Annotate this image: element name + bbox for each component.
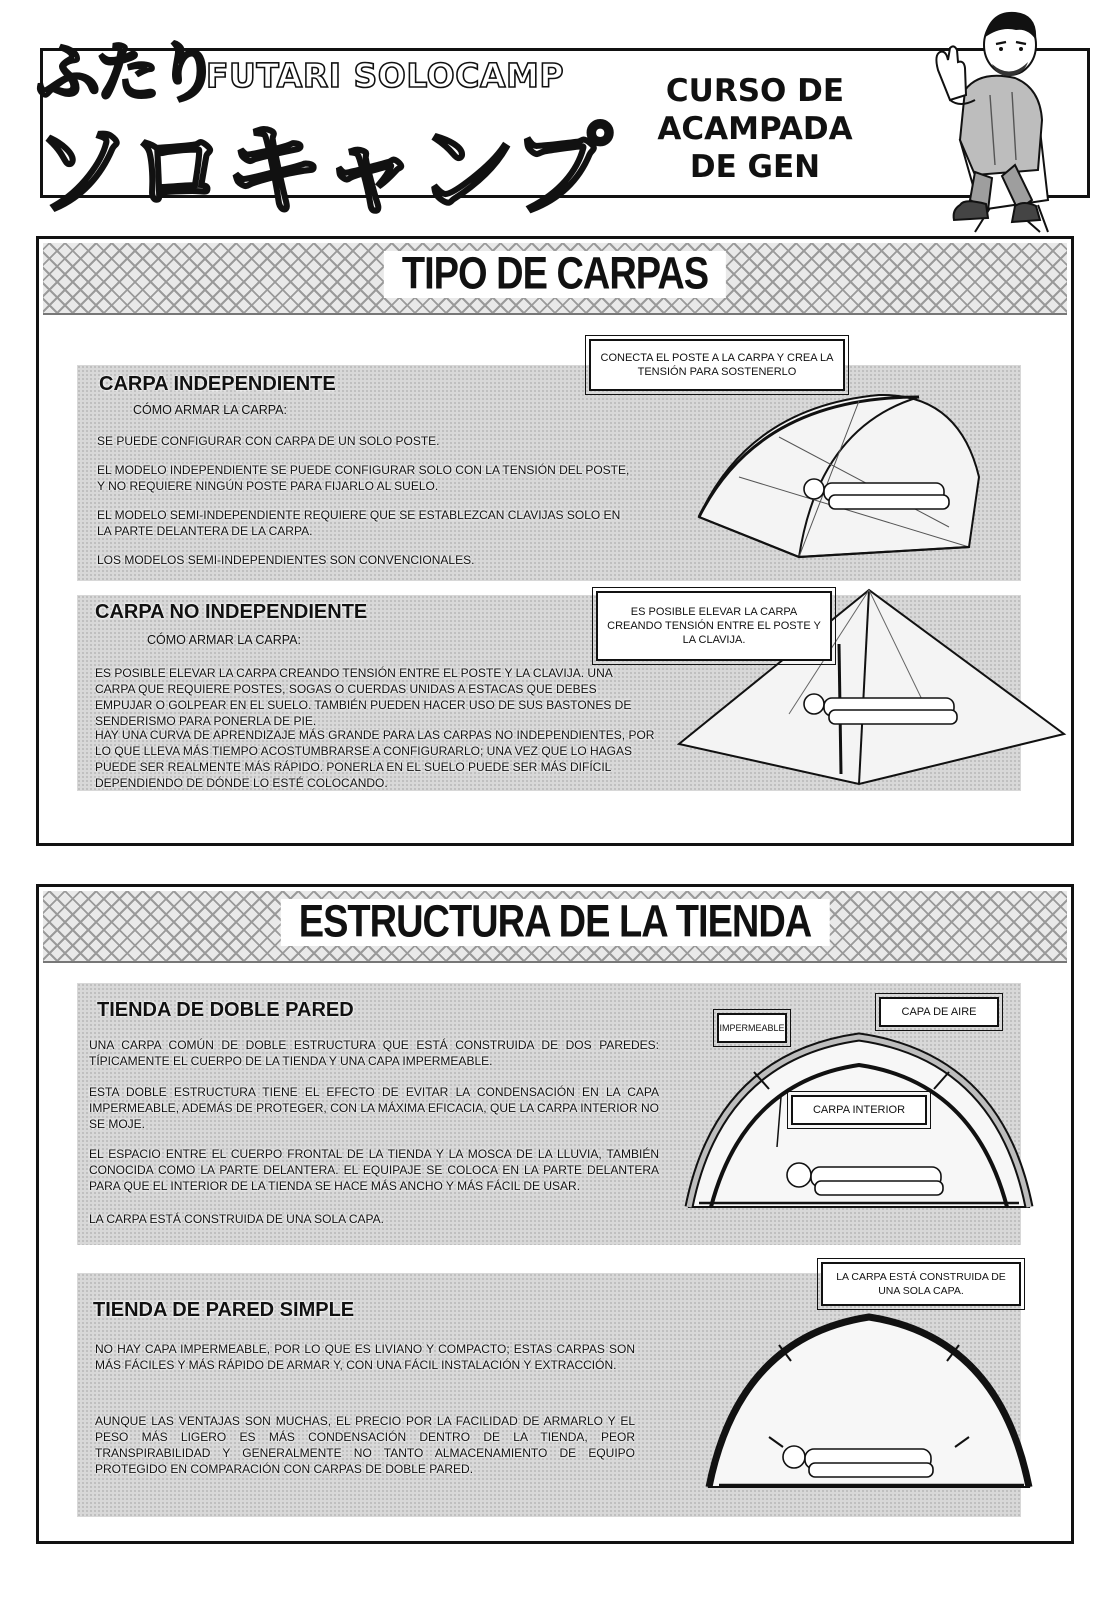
logo-jp-line1: ふたり	[36, 37, 216, 111]
freestanding-tent-illustration	[679, 367, 1039, 567]
paragraph: HAY UNA CURVA DE APRENDIZAJE MÁS GRANDE PARA LAS CARPAS NO INDEPENDIENTES, POR LO QUE LLEVA MÁS TIEMPO ACOSTUMBRARSE A CONFIGURARLO; UNA VEZ QUE LO HAGAS PUEDE SER REALMENTE MÁS RÁPIDO. PONERLA EN EL SUELO PUEDE SER MÁS DIFÍCIL DEPENDIENDO DE DÓNDE LO ESTÉ COLOCANDO.	[95, 728, 655, 790]
paragraph: LA CARPA ESTÁ CONSTRUIDA DE UNA SOLA CAPA.	[89, 1212, 384, 1226]
panel-subheading: CÓMO ARMAR LA CARPA:	[147, 633, 301, 647]
paragraph: EL ESPACIO ENTRE EL CUERPO FRONTAL DE LA TIENDA Y LA MOSCA DE LA LLUVIA, TAMBIÉN CONOCIDA COMO LA PARTE DELANTERA. EL EQUIPAJE SE COLOCA EN LA PARTE DELANTERA PARA QUE EL INTERIOR DE LA TIENDA SE HACE MÁS ANCHO Y MÁS FÁCIL DE USAR.	[89, 1147, 659, 1193]
section-tent-structure	[36, 884, 1074, 1544]
callout: CONECTA EL POSTE A LA CARPA Y CREA LA TENSIÓN PARA SOSTENERLO	[589, 339, 845, 391]
label-waterproof: IMPERMEABLE	[717, 1013, 787, 1043]
paragraph: ES POSIBLE ELEVAR LA CARPA CREANDO TENSIÓN ENTRE EL POSTE Y LA CLAVIJA. UNA CARPA QUE REQUIERE POSTES, SOGAS O CUERDAS UNIDAS A ESTACAS QUE DEBES EMPUJAR O GOLPEAR EN EL SUELO. TAMBIÉN PUEDEN HACER USO DE SUS BASTONES DE SENDERISMO PARA PONERLA DE PIE.	[95, 666, 632, 728]
section-banner	[43, 891, 1067, 963]
section-tent-types	[36, 236, 1074, 846]
paragraph: UNA CARPA COMÚN DE DOBLE ESTRUCTURA QUE ESTÁ CONSTRUIDA DE DOS PAREDES: TÍPICAMENTE EL CUERPO DE LA TIENDA Y UNA CAPA IMPERMEABLE.	[89, 1038, 659, 1068]
section-banner	[43, 243, 1067, 315]
callout: ES POSIBLE ELEVAR LA CARPA CREANDO TENSIÓN ENTRE EL POSTE Y LA CLAVIJA.	[596, 591, 832, 661]
single-wall-tent-illustration	[679, 1297, 1059, 1502]
panel-heading: CARPA INDEPENDIENTE	[99, 373, 336, 395]
paragraph: AUNQUE LAS VENTAJAS SON MUCHAS, EL PRECIO POR LA FACILIDAD DE ARMARLO Y EL PESO MÁS LIGERO ES MÁS CONDENSACIÓN DENTRO DE LA TIENDA, PEOR TRANSPIRABILIDAD Y GENERALMENTE NO TANTO ALMACENAMIENTO DE EQUIPO PROTEGIDO EN COMPARACIÓN CON CARPAS DE DOBLE PARED.	[95, 1414, 635, 1476]
course-title-line1: CURSO DE	[665, 73, 845, 109]
logo-en: FUTARI SOLOCAMP	[206, 56, 565, 95]
paragraph: ESTA DOBLE ESTRUCTURA TIENE EL EFECTO DE EVITAR LA CONDENSACIÓN EN LA CAPA IMPERMEABLE, ADEMÁS DE PROTEGER, CON LA MÁXIMA EFICACIA, QUE LA CARPA INTERIOR NO SE MOJE.	[89, 1085, 659, 1131]
course-title-line2: ACAMPADA	[657, 111, 853, 147]
logo-jp-line2: ソロキャンプ	[32, 112, 608, 229]
panel-subheading: CÓMO ARMAR LA CARPA:	[133, 403, 287, 417]
gen-mascot-illustration	[920, 0, 1055, 235]
panel-heading: CARPA NO INDEPENDIENTE	[95, 601, 368, 623]
section-title: TIPO DE CARPAS	[384, 251, 726, 298]
paragraph: EL MODELO SEMI-INDEPENDIENTE REQUIERE QUE SE ESTABLEZCAN CLAVIJAS SOLO EN LA PARTE DELANTERA DE LA CARPA.	[97, 508, 621, 538]
label-inner-tent: CARPA INTERIOR	[791, 1095, 927, 1125]
paragraph: NO HAY CAPA IMPERMEABLE, POR LO QUE ES LIVIANO Y COMPACTO; ESTAS CARPAS SON MÁS FÁCILES Y MÁS RÁPIDO DE ARMAR Y, CON UNA FÁCIL INSTALACIÓN Y EXTRACCIÓN.	[95, 1342, 635, 1372]
paragraph: EL MODELO INDEPENDIENTE SE PUEDE CONFIGURAR SOLO CON LA TENSIÓN DEL POSTE, Y NO REQUIERE NINGÚN POSTE PARA FIJARLO AL SUELO.	[97, 463, 630, 493]
paragraph: SE PUEDE CONFIGURAR CON CARPA DE UN SOLO POSTE.	[97, 434, 440, 448]
course-title	[640, 72, 870, 186]
course-title-line3: DE GEN	[689, 149, 821, 185]
callout: LA CARPA ESTÁ CONSTRUIDA DE UNA SOLA CAPA.	[821, 1262, 1021, 1306]
section-title: ESTRUCTURA DE LA TIENDA	[281, 899, 830, 946]
panel-heading: TIENDA DE DOBLE PARED	[97, 999, 354, 1021]
paragraph: LOS MODELOS SEMI-INDEPENDIENTES SON CONVENCIONALES.	[97, 553, 475, 567]
panel-heading: TIENDA DE PARED SIMPLE	[93, 1299, 355, 1321]
series-logo	[28, 28, 608, 229]
label-air-layer: CAPA DE AIRE	[879, 997, 999, 1027]
